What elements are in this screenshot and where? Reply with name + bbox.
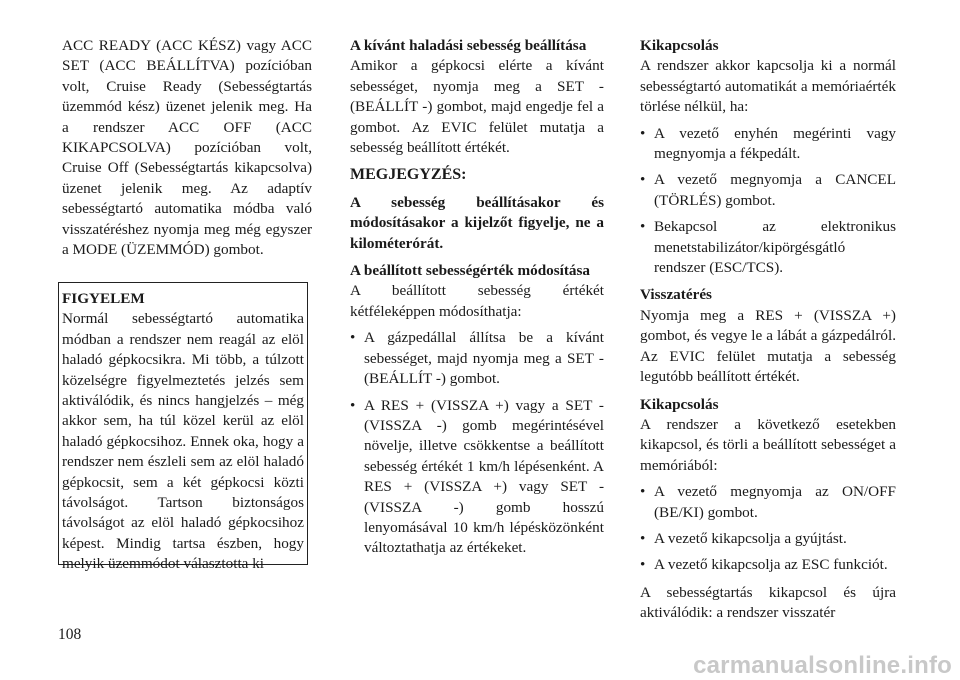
warning-title: FIGYELEM bbox=[62, 290, 145, 307]
intro-paragraph: ACC READY (ACC KÉSZ) vagy ACC SET (ACC BEÁLLÍTVA) pozícióban volt, Cruise Ready (Sebességtartás üzemmód kész) üzenet jelenik meg. Ha a rendszer ACC OFF (ACC KIKAPCSOLVA) pozícióban volt, Cruise Off (Sebességtartás kikapcsolva) üzenet jelenik meg. Az adaptív sebességtartó automatika módba való visszatéréshez nyomja meg még egyszer a MODE (ÜZEMMÓD) gombot. bbox=[62, 37, 312, 259]
list-item: • A RES + (VISSZA +) vagy a SET - (VISSZA -) gomb megérintésével növelje, illetve csökkentse a beállított sebesség értékét 1 km/h lépésenként. A RES + (VISSZA +) vagy SET - (VISSZA -) gomb hosszú lenyomásával 10 km/h lépésközönként változtathatja az értékeket. bbox=[350, 396, 604, 559]
list-item: • A vezető kikapcsolja a gyújtást. bbox=[640, 529, 896, 549]
watermark: carmanualsonline.info bbox=[693, 652, 952, 679]
warning-text: Normál sebességtartó automatika módban a rendszer nem reagál az elöl haladó gépkocsikra. Mi több, a túlzott közelségre figyelmeztetés jelzés sem aktiválódik, és nincs hangjelzés – még akkor sem, ha túl közel kerül az elöl haladó gépkocsihoz. Ennek oka, hogy a rendszer nem észleli sem az elöl haladó gépkocsit, sem a két gépkocsi közti távolságot. Tartson biztonságos távolságot az elöl haladó gépkocsihoz képest. Mindig tartsa észben, hogy melyik üzemmódot választotta ki bbox=[62, 310, 304, 573]
column-middle bbox=[350, 36, 604, 559]
list-item: • A vezető megnyomja az ON/OFF (BE/KI) gombot. bbox=[640, 482, 896, 523]
shutdown-paragraph: A rendszer a következő esetekben kikapcsol, és törli a beállított sebességet a memóriából: bbox=[640, 415, 896, 474]
column-right bbox=[640, 36, 896, 624]
section-heading-set-speed: A kívánt haladási sebesség beállítása bbox=[350, 37, 587, 54]
list-item: • A vezető kikapcsolja az ESC funkciót. bbox=[640, 555, 896, 575]
list-item: • Bekapcsol az elektronikus menetstabilizátor/kipörgésgátló rendszer (ESC/TCS). bbox=[640, 217, 896, 278]
column-left bbox=[62, 36, 312, 260]
section-heading-modify-speed: A beállított sebességérték módosítása bbox=[350, 262, 591, 280]
resume-paragraph: Nyomja meg a RES + (VISSZA +) gombot, és vegye le a lábát a gázpedálról. Az EVIC felület mutatja a sebesség legutóbb beállított értékét. bbox=[640, 306, 896, 386]
list-item: • A vezető megnyomja a CANCEL (TÖRLÉS) gombot. bbox=[640, 170, 896, 211]
modify-speed-paragraph: A beállított sebesség értékét kétféleképpen módosíthatja: bbox=[350, 282, 604, 320]
section-heading-resume: Visszatérés bbox=[640, 286, 712, 304]
list-item: • A gázpedállal állítsa be a kívánt sebességet, majd nyomja meg a SET - (BEÁLLÍT -) gombot. bbox=[350, 328, 604, 389]
warning-box bbox=[58, 282, 308, 573]
section-heading-shutdown: Kikapcsolás bbox=[640, 395, 719, 413]
list-item: • A vezető enyhén megérinti vagy megnyomja a fékpedált. bbox=[640, 124, 896, 165]
deactivation-list bbox=[640, 124, 896, 279]
reactivation-paragraph: A sebességtartás kikapcsol és újra aktiválódik: a rendszer visszatér bbox=[640, 583, 896, 622]
modify-speed-list bbox=[350, 328, 604, 558]
note-text: A sebesség beállításakor és módosításakor a kijelzőt figyelje, ne a kilométerórát. bbox=[350, 193, 604, 252]
deactivation-paragraph: A rendszer akkor kapcsolja ki a normál sebességtartó automatikát a memóriaérték törlése nélkül, ha: bbox=[640, 57, 896, 116]
page-number: 108 bbox=[58, 626, 82, 643]
shutdown-list bbox=[640, 482, 896, 576]
section-heading-deactivation: Kikapcsolás bbox=[640, 37, 719, 54]
set-speed-paragraph: Amikor a gépkocsi elérte a kívánt sebességet, nyomja meg a SET - (BEÁLLÍT -) gombot, majd engedje fel a gombot. Az EVIC felület mutatja a sebesség beállított értékét. bbox=[350, 57, 604, 157]
note-heading: MEGJEGYZÉS: bbox=[350, 166, 467, 184]
